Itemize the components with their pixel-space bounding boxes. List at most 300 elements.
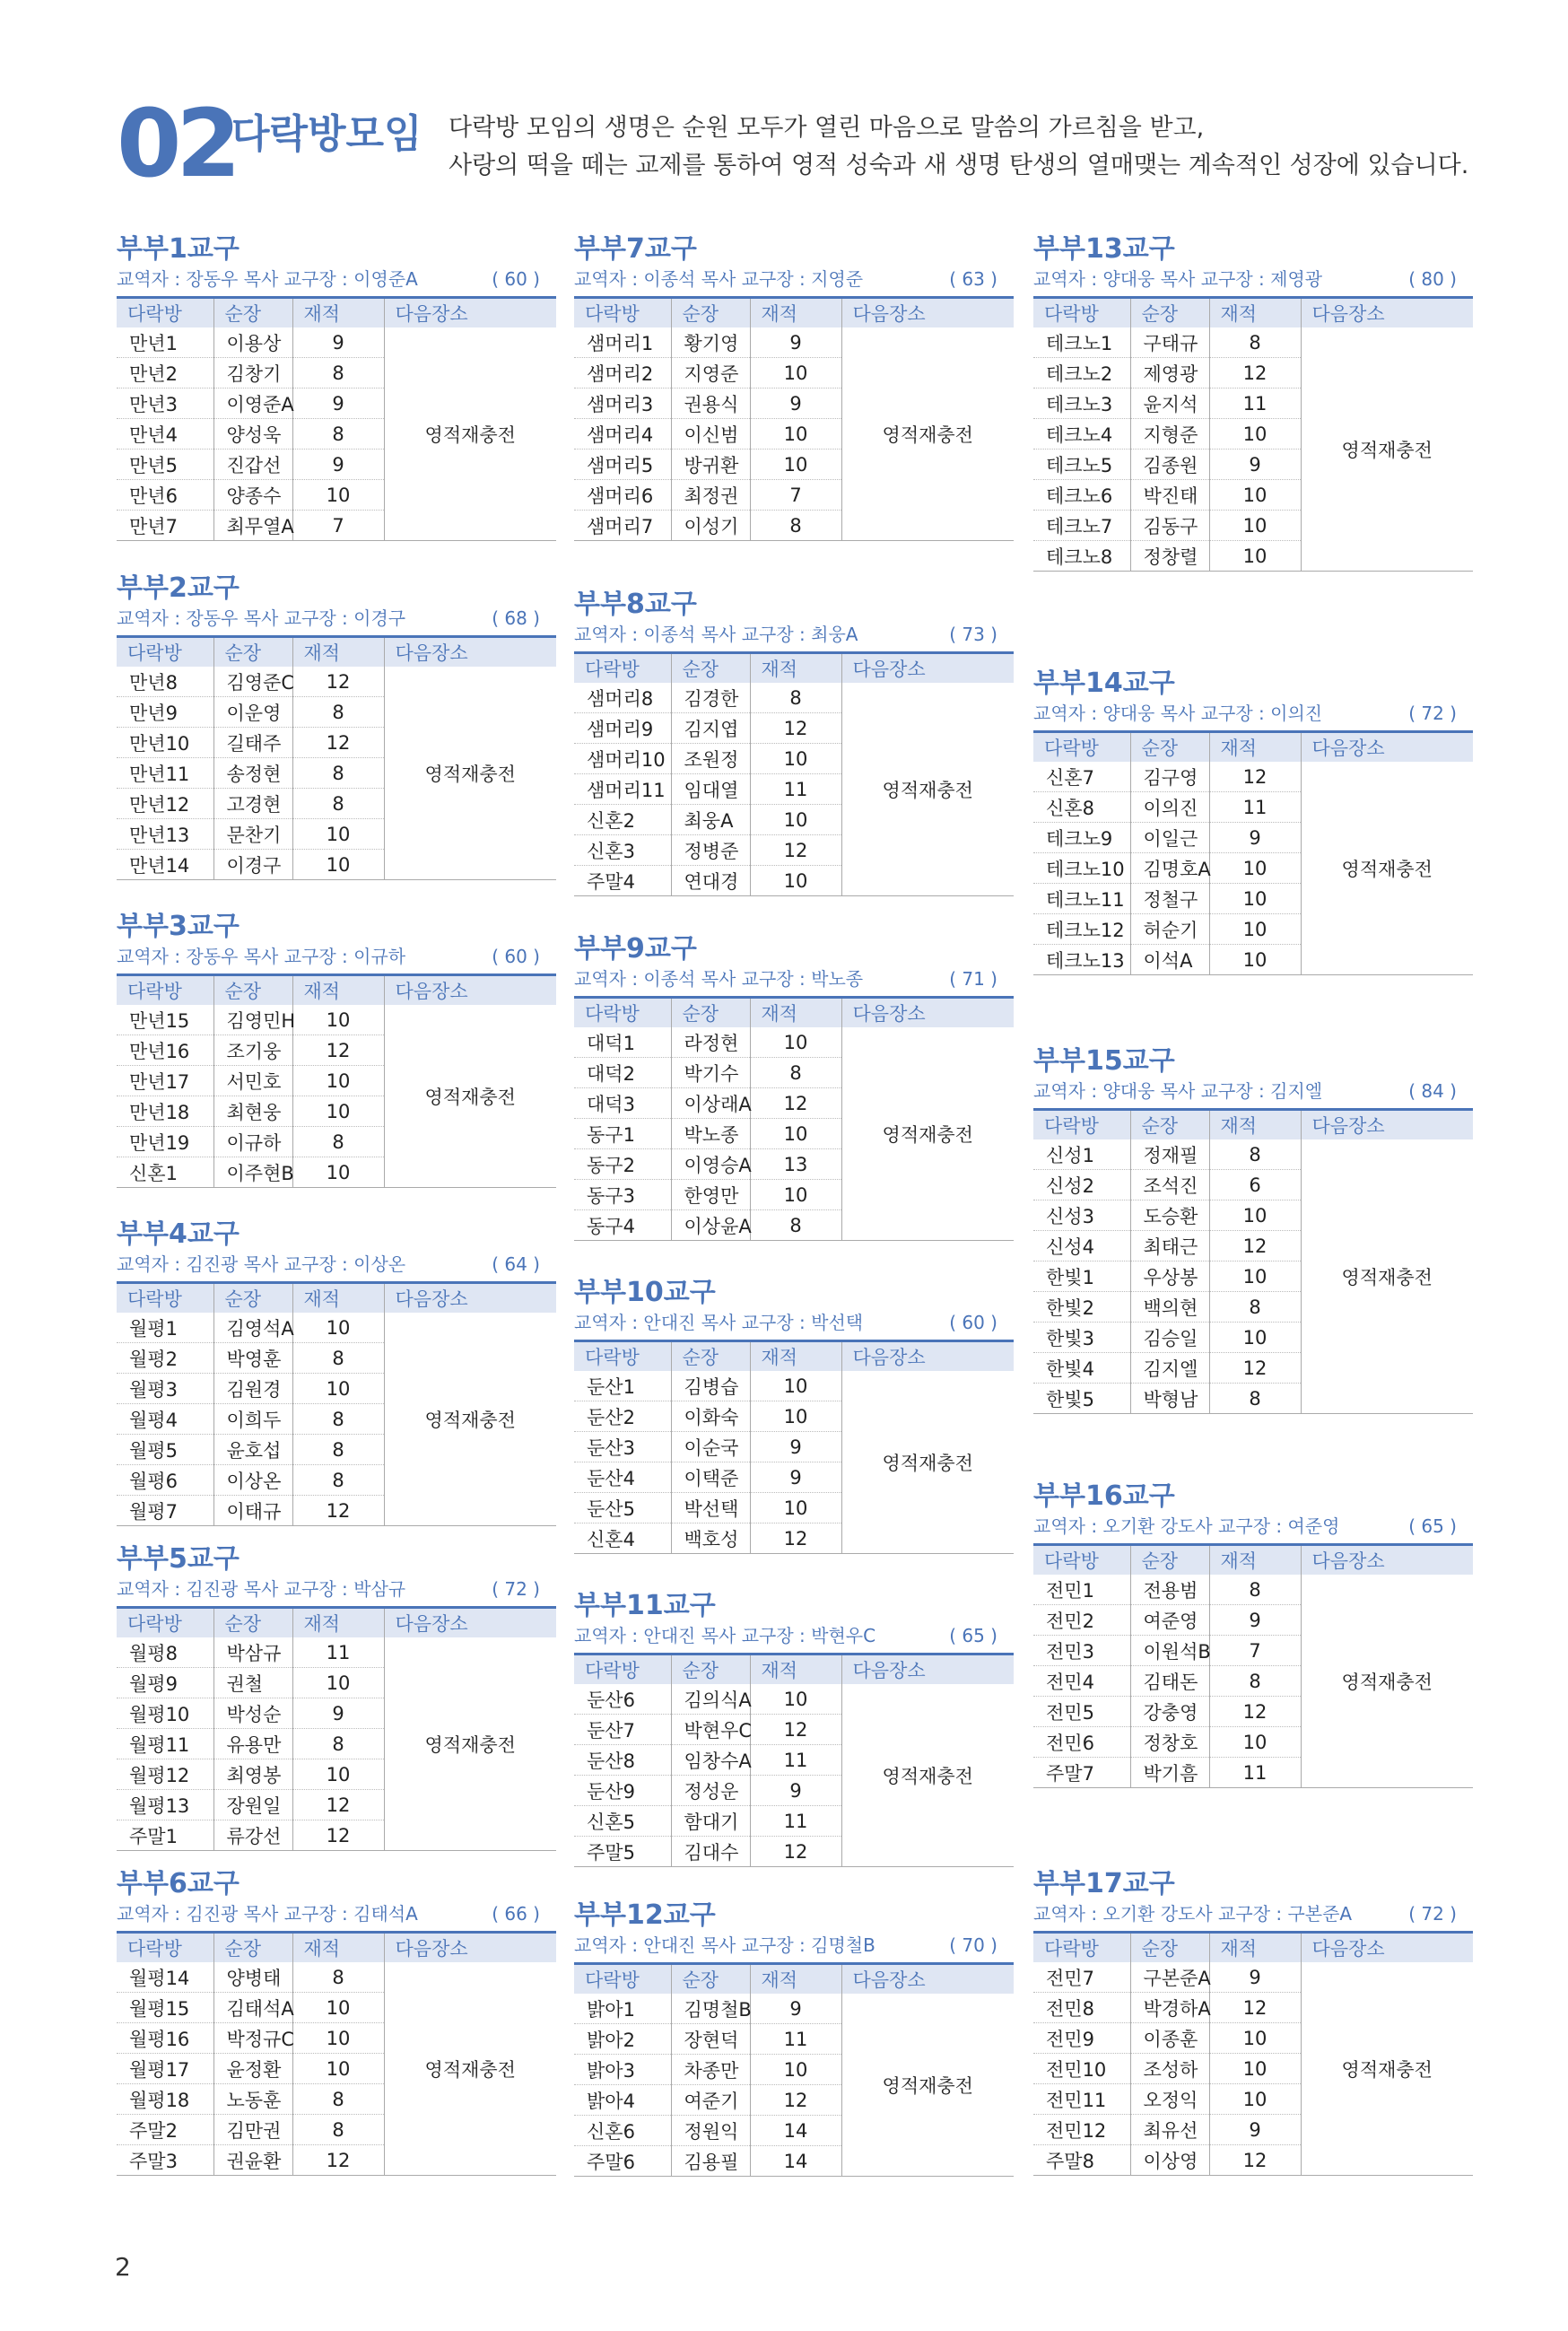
cell-room: 월평4: [117, 1404, 213, 1435]
cell-enrolled: 10: [292, 850, 384, 880]
cell-leader: 도승환: [1130, 1200, 1209, 1231]
cell-room: 샘머리11: [574, 774, 671, 805]
group-count: ( 70 ): [949, 1934, 997, 1956]
cell-room: 만년4: [117, 419, 213, 450]
cell-room: 밝아2: [574, 2024, 671, 2055]
header-cell-next-place: 다음장소: [384, 1608, 556, 1638]
group-table: [117, 1931, 556, 2176]
cell-leader: 김태돈: [1130, 1666, 1209, 1697]
cell-room: 만년1: [117, 327, 213, 358]
group-table: [117, 296, 556, 541]
group-block: [1033, 1480, 1473, 1788]
cell-leader: 박기흠: [1130, 1758, 1209, 1788]
group-title: 부부7교구: [574, 233, 697, 265]
group-block: [574, 1277, 1014, 1554]
cell-leader: 문찬기: [213, 819, 292, 850]
header-cell-enrolled: 재적: [750, 1964, 841, 1995]
cell-leader: 제영광: [1130, 358, 1209, 388]
header-cell-leader: 순장: [671, 298, 750, 328]
group-info-row: [1033, 702, 1473, 725]
cell-leader: 정병준: [671, 835, 750, 866]
table-row: [1033, 762, 1473, 792]
group-block: [117, 572, 556, 880]
header-cell-next-place: 다음장소: [384, 298, 556, 328]
group-count: ( 60 ): [492, 946, 540, 967]
group-block: [117, 1218, 556, 1526]
cell-room: 한빛5: [1033, 1384, 1130, 1414]
group-staff: 교역자 : 이종석 목사 교구장 : 최웅A: [574, 624, 858, 645]
table-header-row: [1033, 298, 1473, 328]
cell-next-place: 영적재충전: [384, 1962, 556, 2176]
cell-room: 한빛4: [1033, 1353, 1130, 1384]
cell-room: 샘머리6: [574, 480, 671, 511]
cell-enrolled: 9: [292, 327, 384, 358]
table-row: [1033, 1139, 1473, 1170]
cell-enrolled: 8: [292, 2084, 384, 2115]
cell-next-place: 영적재충전: [1301, 1962, 1473, 2176]
cell-room: 테크노2: [1033, 358, 1130, 388]
cell-enrolled: 10: [1209, 2084, 1301, 2115]
cell-leader: 여준기: [671, 2085, 750, 2116]
cell-enrolled: 10: [292, 1374, 384, 1404]
cell-room: 동구3: [574, 1180, 671, 1210]
group-table: [1033, 1108, 1473, 1414]
group-staff: 교역자 : 오기환 강도사 교구장 : 여준영: [1033, 1515, 1340, 1537]
cell-leader: 함대기: [671, 1806, 750, 1837]
cell-leader: 김구영: [1130, 762, 1209, 792]
group-table: [1033, 296, 1473, 572]
cell-enrolled: 11: [750, 1745, 841, 1776]
cell-leader: 김지엽: [671, 713, 750, 744]
cell-enrolled: 12: [750, 1088, 841, 1119]
header-cell-next-place: 다음장소: [841, 1654, 1014, 1685]
cell-leader: 양성욱: [213, 419, 292, 450]
cell-enrolled: 9: [750, 1432, 841, 1462]
cell-room: 만년16: [117, 1035, 213, 1066]
header-cell-leader: 순장: [213, 1933, 292, 1963]
cell-room: 월평2: [117, 1343, 213, 1374]
cell-room: 주말3: [117, 2145, 213, 2176]
cell-room: 한빛3: [1033, 1323, 1130, 1353]
cell-room: 밝아1: [574, 1994, 671, 2024]
table-header-row: [117, 975, 556, 1006]
cell-room: 전민3: [1033, 1636, 1130, 1666]
cell-enrolled: 10: [1209, 853, 1301, 884]
header-cell-next-place: 다음장소: [384, 1283, 556, 1314]
header-cell-leader: 순장: [213, 975, 292, 1006]
cell-leader: 김승일: [1130, 1323, 1209, 1353]
cell-leader: 김원경: [213, 1374, 292, 1404]
cell-enrolled: 12: [750, 2085, 841, 2116]
cell-leader: 송정현: [213, 758, 292, 789]
cell-enrolled: 12: [750, 835, 841, 866]
group-info-row: [117, 1253, 556, 1276]
header-cell-leader: 순장: [1130, 1545, 1209, 1576]
cell-room: 테크노7: [1033, 511, 1130, 541]
cell-enrolled: 12: [750, 1715, 841, 1745]
header-cell-room: 다락방: [1033, 1110, 1130, 1140]
cell-leader: 정원익: [671, 2116, 750, 2146]
group-table: [574, 296, 1014, 541]
cell-room: 만년8: [117, 667, 213, 697]
description-line-2: 사랑의 떡을 떼는 교제를 통하여 영적 성숙과 새 생명 탄생의 열매맺는 계속적인 성장에 있습니다.: [449, 152, 1469, 179]
table-row: [1033, 1962, 1473, 1993]
group-staff: 교역자 : 안대진 목사 교구장 : 박현우C: [574, 1625, 876, 1646]
cell-enrolled: 8: [292, 1962, 384, 1993]
group-count: ( 71 ): [949, 968, 997, 990]
cell-room: 동구2: [574, 1149, 671, 1180]
table-header-row: [574, 1341, 1014, 1372]
header-cell-room: 다락방: [1033, 1545, 1130, 1576]
cell-leader: 박영훈: [213, 1343, 292, 1374]
group-info-row: [574, 267, 1014, 291]
cell-enrolled: 9: [1209, 1605, 1301, 1636]
cell-room: 테크노6: [1033, 480, 1130, 511]
cell-room: 밝아3: [574, 2055, 671, 2085]
cell-room: 전민8: [1033, 1993, 1130, 2023]
table-header-row: [1033, 1545, 1473, 1576]
cell-leader: 조성하: [1130, 2054, 1209, 2084]
cell-room: 만년2: [117, 358, 213, 388]
cell-room: 전민9: [1033, 2023, 1130, 2054]
header-cell-enrolled: 재적: [292, 637, 384, 668]
group-block: [1033, 233, 1473, 572]
cell-enrolled: 10: [750, 450, 841, 480]
cell-room: 테크노1: [1033, 327, 1130, 358]
group-block: [117, 1868, 556, 2176]
cell-enrolled: 8: [292, 1729, 384, 1759]
table-row: [117, 667, 556, 697]
group-title: 부부6교구: [117, 1868, 240, 1899]
group-staff: 교역자 : 장동우 목사 교구장 : 이경구: [117, 607, 406, 629]
cell-room: 만년18: [117, 1096, 213, 1127]
cell-enrolled: 10: [750, 1684, 841, 1715]
group-staff: 교역자 : 안대진 목사 교구장 : 박선택: [574, 1312, 864, 1333]
cell-leader: 박기수: [671, 1058, 750, 1088]
cell-enrolled: 8: [292, 697, 384, 728]
cell-leader: 김명철B: [671, 1994, 750, 2024]
cell-leader: 노동훈: [213, 2084, 292, 2115]
group-info-row: [117, 945, 556, 968]
cell-leader: 최영봉: [213, 1759, 292, 1790]
cell-leader: 김경한: [671, 683, 750, 713]
group-block: [117, 233, 556, 541]
header-cell-room: 다락방: [574, 1964, 671, 1995]
cell-enrolled: 12: [750, 1523, 841, 1554]
cell-leader: 이원석B: [1130, 1636, 1209, 1666]
cell-room: 밝아4: [574, 2085, 671, 2116]
cell-enrolled: 8: [292, 1343, 384, 1374]
header-cell-enrolled: 재적: [292, 298, 384, 328]
group-title: 부부9교구: [574, 933, 697, 965]
header-cell-enrolled: 재적: [750, 998, 841, 1028]
cell-enrolled: 10: [750, 866, 841, 896]
group-title: 부부1교구: [117, 233, 240, 265]
cell-leader: 이종훈: [1130, 2023, 1209, 2054]
cell-enrolled: 12: [1209, 762, 1301, 792]
header-cell-room: 다락방: [117, 1283, 213, 1314]
cell-leader: 우상봉: [1130, 1262, 1209, 1292]
cell-room: 월평17: [117, 2054, 213, 2084]
cell-enrolled: 10: [292, 1759, 384, 1790]
cell-enrolled: 9: [750, 1776, 841, 1806]
cell-enrolled: 10: [292, 2054, 384, 2084]
cell-room: 신혼2: [574, 805, 671, 835]
group-info-row: [117, 607, 556, 630]
cell-enrolled: 10: [750, 2055, 841, 2085]
cell-leader: 김만권: [213, 2115, 292, 2145]
group-count: ( 66 ): [492, 1903, 540, 1925]
group-info-row: [1033, 1515, 1473, 1538]
header-cell-next-place: 다음장소: [384, 637, 556, 668]
cell-enrolled: 8: [292, 1435, 384, 1465]
table-header-row: [117, 1608, 556, 1638]
cell-enrolled: 8: [750, 511, 841, 541]
group-title: 부부5교구: [117, 1543, 240, 1575]
cell-room: 샘머리3: [574, 388, 671, 419]
cell-room: 테크노8: [1033, 541, 1130, 572]
cell-enrolled: 9: [1209, 2115, 1301, 2145]
group-block: [1033, 668, 1473, 975]
group-table: [117, 635, 556, 880]
cell-room: 테크노10: [1033, 853, 1130, 884]
cell-room: 둔산2: [574, 1401, 671, 1432]
table-row: [117, 327, 556, 358]
cell-leader: 오정익: [1130, 2084, 1209, 2115]
header-cell-enrolled: 재적: [292, 1608, 384, 1638]
cell-leader: 이순국: [671, 1432, 750, 1462]
cell-enrolled: 10: [292, 1066, 384, 1096]
table-header-row: [1033, 732, 1473, 763]
header-cell-room: 다락방: [117, 298, 213, 328]
cell-next-place: 영적재충전: [384, 1637, 556, 1851]
cell-next-place: 영적재충전: [1301, 327, 1473, 572]
cell-enrolled: 12: [292, 667, 384, 697]
group-table: [1033, 1931, 1473, 2176]
cell-room: 월평18: [117, 2084, 213, 2115]
cell-leader: 김영준C: [213, 667, 292, 697]
cell-enrolled: 9: [292, 388, 384, 419]
cell-room: 대덕1: [574, 1027, 671, 1058]
group-count: ( 60 ): [492, 268, 540, 290]
group-info-row: [117, 1902, 556, 1925]
section-number: 02: [117, 89, 236, 198]
header-cell-room: 다락방: [117, 975, 213, 1006]
cell-leader: 서민호: [213, 1066, 292, 1096]
cell-leader: 김대수: [671, 1837, 750, 1867]
cell-room: 주말6: [574, 2146, 671, 2177]
group-count: ( 68 ): [492, 607, 540, 629]
cell-leader: 박정규C: [213, 2023, 292, 2054]
cell-enrolled: 10: [750, 1371, 841, 1401]
cell-room: 테크노12: [1033, 914, 1130, 945]
cell-leader: 지영준: [671, 358, 750, 388]
table-row: [574, 1027, 1014, 1058]
cell-enrolled: 10: [292, 1993, 384, 2023]
cell-room: 월평7: [117, 1496, 213, 1526]
cell-room: 월평3: [117, 1374, 213, 1404]
cell-room: 샘머리9: [574, 713, 671, 744]
cell-room: 만년19: [117, 1127, 213, 1157]
cell-leader: 이상온: [213, 1465, 292, 1496]
group-info-row: [1033, 1902, 1473, 1925]
cell-leader: 지형준: [1130, 419, 1209, 450]
cell-room: 만년3: [117, 388, 213, 419]
table-header-row: [117, 637, 556, 668]
cell-leader: 김의식A: [671, 1684, 750, 1715]
table-row: [117, 1313, 556, 1343]
cell-enrolled: 10: [292, 1157, 384, 1188]
cell-room: 신성4: [1033, 1231, 1130, 1262]
cell-room: 둔산5: [574, 1493, 671, 1523]
header-cell-next-place: 다음장소: [1301, 298, 1473, 328]
header-cell-enrolled: 재적: [1209, 298, 1301, 328]
group-count: ( 84 ): [1408, 1080, 1457, 1102]
cell-enrolled: 11: [292, 1637, 384, 1668]
cell-room: 신혼6: [574, 2116, 671, 2146]
cell-leader: 김동구: [1130, 511, 1209, 541]
cell-leader: 김지엘: [1130, 1353, 1209, 1384]
cell-enrolled: 8: [1209, 1575, 1301, 1605]
cell-enrolled: 12: [750, 713, 841, 744]
cell-room: 만년5: [117, 450, 213, 480]
table-row: [117, 1637, 556, 1668]
cell-leader: 권철: [213, 1668, 292, 1698]
cell-room: 신성1: [1033, 1139, 1130, 1170]
table-header-row: [574, 298, 1014, 328]
cell-next-place: 영적재충전: [1301, 1139, 1473, 1414]
cell-next-place: 영적재충전: [841, 1684, 1014, 1867]
cell-leader: 구태규: [1130, 327, 1209, 358]
group-info-row: [574, 1934, 1014, 1957]
cell-leader: 연대경: [671, 866, 750, 896]
header-cell-room: 다락방: [574, 998, 671, 1028]
cell-leader: 정성운: [671, 1776, 750, 1806]
cell-enrolled: 9: [750, 327, 841, 358]
group-info-row: [1033, 1079, 1473, 1103]
cell-enrolled: 9: [750, 1462, 841, 1493]
cell-room: 둔산1: [574, 1371, 671, 1401]
cell-enrolled: 10: [1209, 2023, 1301, 2054]
cell-leader: 최웅A: [671, 805, 750, 835]
group-count: ( 65 ): [949, 1625, 997, 1646]
cell-enrolled: 10: [1209, 945, 1301, 975]
header-cell-next-place: 다음장소: [841, 298, 1014, 328]
group-block: [117, 911, 556, 1188]
cell-enrolled: 7: [750, 480, 841, 511]
cell-enrolled: 11: [750, 774, 841, 805]
cell-enrolled: 10: [1209, 541, 1301, 572]
cell-enrolled: 8: [292, 758, 384, 789]
cell-leader: 이상래A: [671, 1088, 750, 1119]
cell-next-place: 영적재충전: [841, 1994, 1014, 2177]
group-title: 부부12교구: [574, 1899, 716, 1931]
cell-room: 월평14: [117, 1962, 213, 1993]
cell-room: 월평6: [117, 1465, 213, 1496]
header-cell-enrolled: 재적: [1209, 732, 1301, 763]
cell-room: 테크노9: [1033, 823, 1130, 853]
cell-enrolled: 8: [292, 2115, 384, 2145]
cell-room: 테크노3: [1033, 388, 1130, 419]
cell-next-place: 영적재충전: [841, 683, 1014, 896]
header-cell-enrolled: 재적: [750, 298, 841, 328]
cell-leader: 김용필: [671, 2146, 750, 2177]
cell-room: 전민1: [1033, 1575, 1130, 1605]
cell-leader: 이주현B: [213, 1157, 292, 1188]
header-cell-enrolled: 재적: [292, 1283, 384, 1314]
cell-room: 전민12: [1033, 2115, 1130, 2145]
cell-room: 테크노4: [1033, 419, 1130, 450]
cell-room: 신혼1: [117, 1157, 213, 1188]
cell-room: 대덕3: [574, 1088, 671, 1119]
cell-room: 만년10: [117, 728, 213, 758]
cell-leader: 이상영: [1130, 2145, 1209, 2176]
group-title: 부부14교구: [1033, 668, 1175, 699]
cell-room: 신성3: [1033, 1200, 1130, 1231]
group-table: [1033, 730, 1473, 975]
cell-leader: 이경구: [213, 850, 292, 880]
cell-enrolled: 12: [1209, 1993, 1301, 2023]
cell-leader: 박진태: [1130, 480, 1209, 511]
cell-leader: 방귀환: [671, 450, 750, 480]
cell-room: 둔산6: [574, 1684, 671, 1715]
cell-next-place: 영적재충전: [841, 327, 1014, 541]
cell-leader: 임대열: [671, 774, 750, 805]
table-row: [117, 1962, 556, 1993]
cell-enrolled: 7: [1209, 1636, 1301, 1666]
group-staff: 교역자 : 이종석 목사 교구장 : 지영준: [574, 268, 864, 290]
cell-room: 신혼7: [1033, 762, 1130, 792]
cell-enrolled: 10: [1209, 2054, 1301, 2084]
cell-enrolled: 10: [1209, 1262, 1301, 1292]
group-title: 부부2교구: [117, 572, 240, 604]
cell-enrolled: 12: [292, 1820, 384, 1851]
group-count: ( 72 ): [1408, 1903, 1457, 1925]
cell-leader: 조석진: [1130, 1170, 1209, 1200]
cell-leader: 황기영: [671, 327, 750, 358]
cell-enrolled: 8: [292, 419, 384, 450]
cell-enrolled: 12: [1209, 1697, 1301, 1727]
section-title: 다락방모임: [231, 111, 422, 157]
group-title: 부부17교구: [1033, 1868, 1175, 1899]
header-cell-next-place: 다음장소: [841, 1964, 1014, 1995]
cell-leader: 길태주: [213, 728, 292, 758]
cell-room: 동구1: [574, 1119, 671, 1149]
cell-next-place: 영적재충전: [384, 327, 556, 541]
cell-next-place: 영적재충전: [1301, 762, 1473, 975]
cell-leader: 고경현: [213, 789, 292, 819]
cell-enrolled: 11: [750, 1806, 841, 1837]
cell-enrolled: 12: [1209, 1231, 1301, 1262]
cell-leader: 이성기: [671, 511, 750, 541]
cell-next-place: 영적재충전: [841, 1027, 1014, 1241]
cell-room: 한빛1: [1033, 1262, 1130, 1292]
cell-enrolled: 9: [750, 388, 841, 419]
group-staff: 교역자 : 이종석 목사 교구장 : 박노종: [574, 968, 864, 990]
group-table: [117, 1606, 556, 1851]
cell-leader: 박선택: [671, 1493, 750, 1523]
cell-leader: 윤지석: [1130, 388, 1209, 419]
cell-enrolled: 11: [1209, 388, 1301, 419]
header-cell-next-place: 다음장소: [1301, 732, 1473, 763]
cell-enrolled: 8: [292, 1404, 384, 1435]
table-row: [574, 327, 1014, 358]
cell-enrolled: 10: [750, 1119, 841, 1149]
table-header-row: [117, 298, 556, 328]
cell-leader: 백호성: [671, 1523, 750, 1554]
cell-enrolled: 10: [750, 1493, 841, 1523]
cell-leader: 이화숙: [671, 1401, 750, 1432]
